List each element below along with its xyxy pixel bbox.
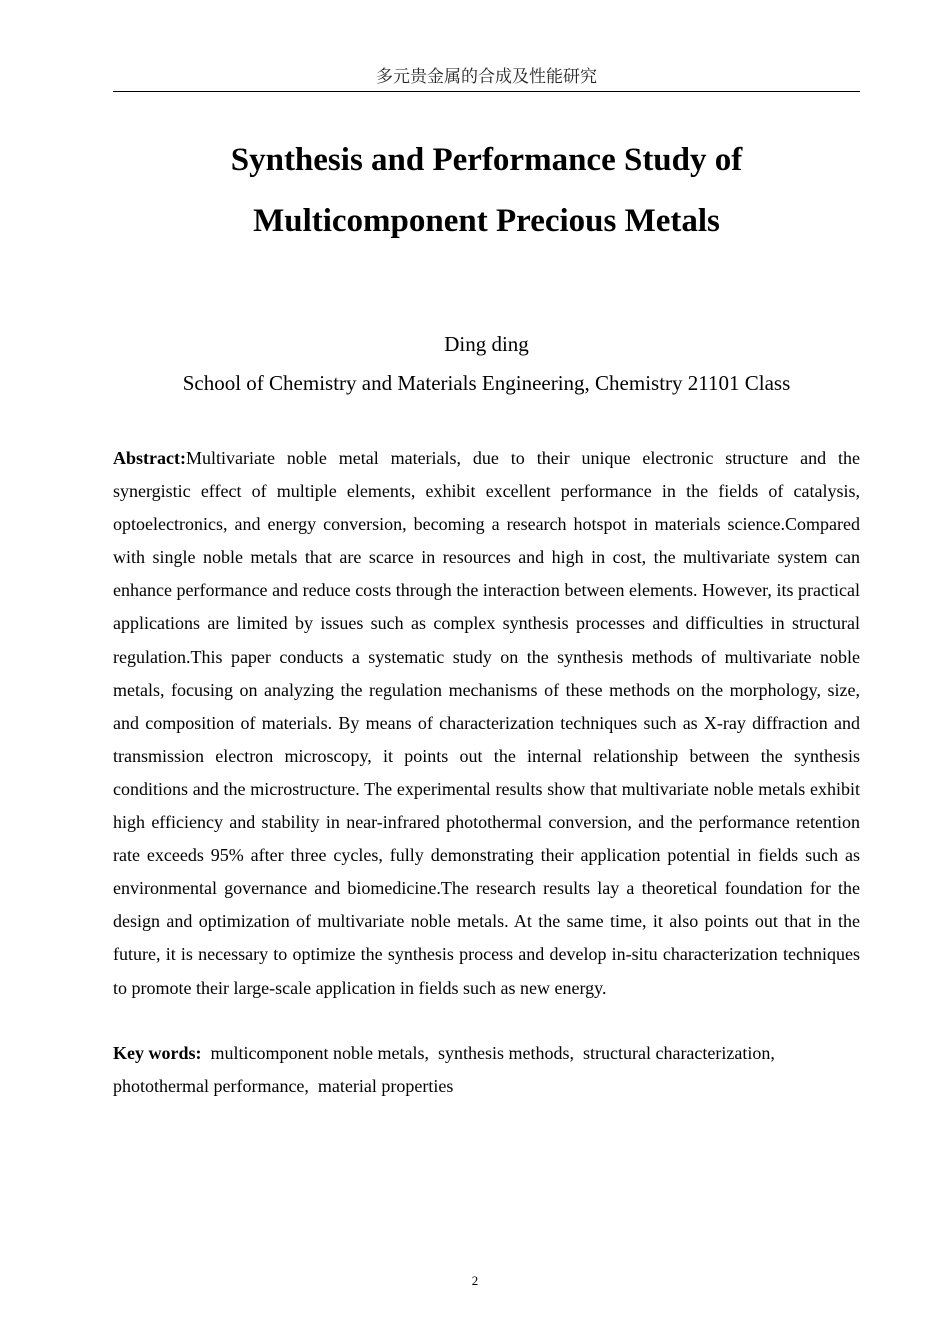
page-number: 2 (471, 1273, 479, 1288)
keywords-label: Key words: (113, 1043, 202, 1063)
paper-title-line-1: Synthesis and Performance Study of (230, 142, 743, 178)
paper-title (113, 130, 860, 252)
keywords (113, 1037, 860, 1103)
abstract (113, 442, 860, 1005)
running-header: 多元贵金属的合成及性能研究 (113, 66, 860, 92)
keyword-item: synthesis methods, (437, 1043, 574, 1063)
keyword-item: material properties (317, 1076, 454, 1096)
paper-title-line-2: Multicomponent Precious Metals (253, 203, 720, 239)
keyword-item: multicomponent noble metals, (210, 1043, 429, 1063)
abstract-label: Abstract: (113, 448, 186, 468)
author-name: Ding ding (444, 332, 529, 356)
abstract-text: Multivariate noble metal materials, due to their unique electronic structure and the synergistic effect of multiple elements, exhibit excellent performance in the fields of catalysis, optoelectronics, and energy conversion, becoming a research hotspot in materials science.Compared with single noble metals that are scarce in resources and high in cost, the multivariate system can enhance performance and reduce costs through the interaction between elements. However, its practical applications are limited by issues such as complex synthesis processes and difficulties in structural regulation.This paper conducts a systematic study on the synthesis methods of multivariate noble metals, focusing on analyzing the regulation mechanisms of these methods on the morphology, size, and composition of materials. By means of characterization techniques such as X-ray diffraction and transmission electron microscopy, it points out the internal relationship between the synthesis conditions and the microstructure. The experimental results show that multivariate noble metals exhibit high efficiency and stability in near-infrared photothermal conversion, and the performance retention rate exceeds 95% after three cycles, fully demonstrating their application potential in fields such as environmental governance and biomedicine.The research results lay a theoretical foundation for the design and optimization of multivariate noble metals. At the same time, it also points out that in the future, it is necessary to optimize the synthesis process and develop in-situ characterization techniques to promote their large-scale application in fields such as new energy. (113, 448, 860, 998)
keyword-item: photothermal performance, (113, 1076, 309, 1096)
author-affiliation: School of Chemistry and Materials Engineering, Chemistry 21101 Class (182, 371, 791, 395)
keyword-item: structural characterization, (582, 1043, 775, 1063)
